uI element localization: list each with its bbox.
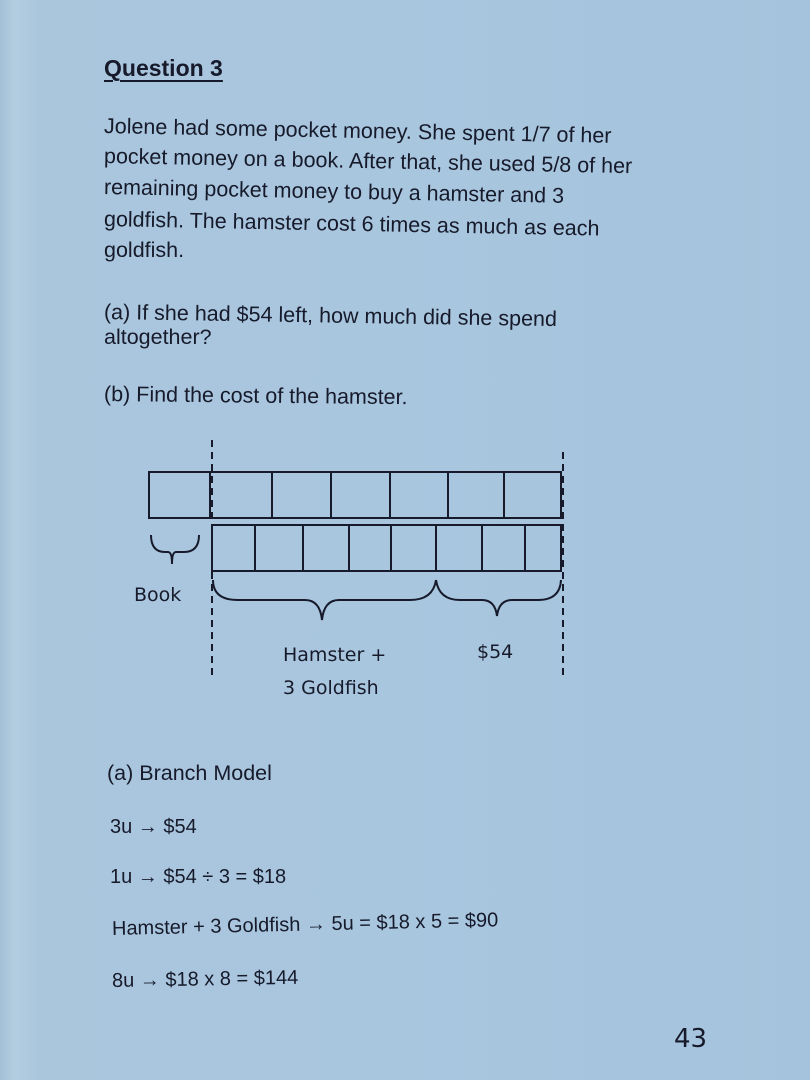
solution-step: Hamster + 3 Goldfish → 5u = $18 x 5 = $90 <box>111 909 499 940</box>
solution-step: 8u → $18 x 8 = $144 <box>111 966 299 992</box>
part-a-line: altogether? <box>104 325 212 349</box>
hamster-label-line2: 3 Goldfish <box>283 677 379 699</box>
problem-line: remaining pocket money to buy a hamster and 3 <box>103 175 565 208</box>
solution-step: 1u → $54 ÷ 3 = $18 <box>110 866 287 888</box>
part-b-question: (b) Find the cost of the hamster. <box>103 382 408 410</box>
problem-line: goldfish. The hamster cost 6 times as much as each <box>103 207 600 241</box>
page-number: 43 <box>674 1024 708 1054</box>
book-label: Book <box>134 584 182 606</box>
remaining-money-label: $54 <box>477 641 514 663</box>
question-title: Question 3 <box>104 55 223 81</box>
problem-line: goldfish. <box>104 238 185 262</box>
hamster-label-line1: Hamster + <box>283 644 387 666</box>
part-a-line: (a) If she had $54 left, how much did she spend <box>103 300 558 332</box>
solution-heading: (a) Branch Model <box>107 761 272 785</box>
problem-line: pocket money on a book. After that, she used 5/8 of her <box>103 144 633 179</box>
problem-line: Jolene had some pocket money. She spent 1/7 of her <box>103 114 612 148</box>
solution-step: 3u → $54 <box>110 816 197 838</box>
bar-model-diagram <box>120 430 590 720</box>
